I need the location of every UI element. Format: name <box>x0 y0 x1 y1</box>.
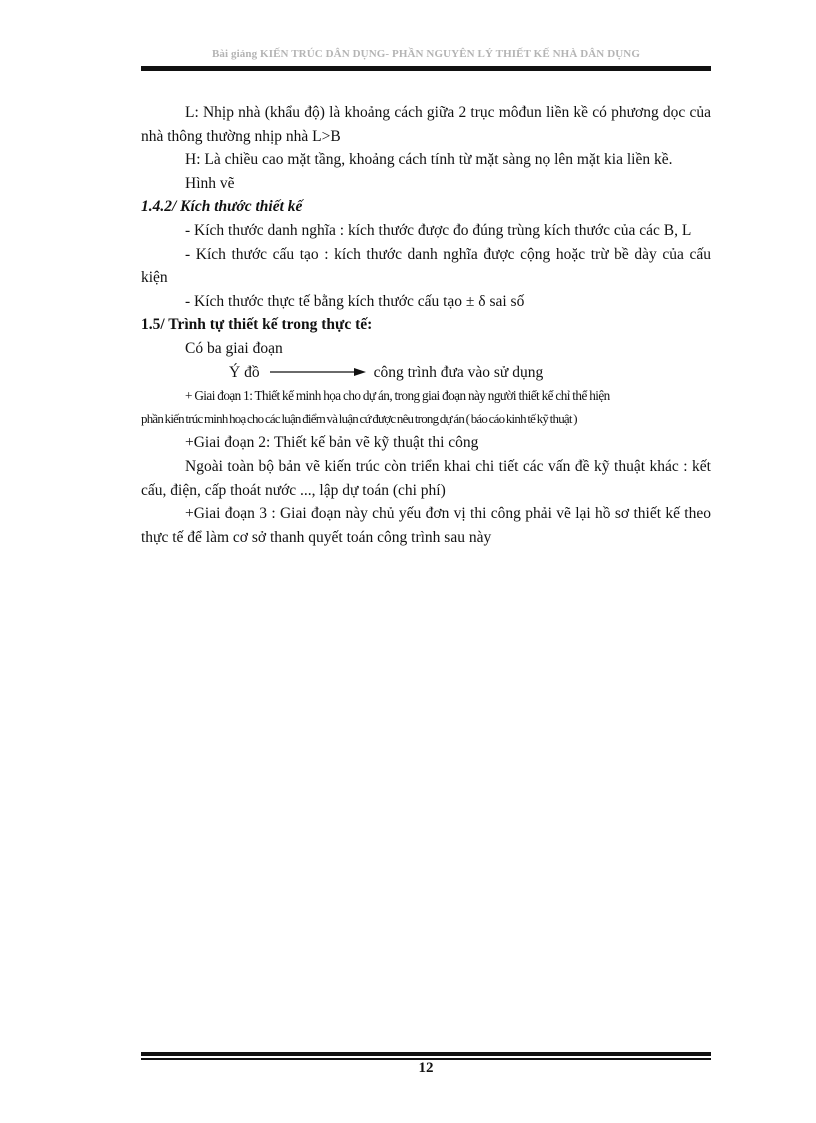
paragraph-ngoai-toan-bo: Ngoài toàn bộ bản vẽ kiến trúc còn triển khai chi tiết các vấn đề kỹ thuật khác : kết cấu, điện, cấp thoát nước ..., lập dự toán (chi phí) <box>141 457 711 499</box>
running-header: Bài giảng KIẾN TRÚC DÂN DỤNG- PHẦN NGUYÊN LÝ THIẾT KẾ NHÀ DÂN DỤNG <box>211 48 640 60</box>
paragraph-giai-doan-1-line1: + Giai đoạn 1: Thiết kế minh họa cho dự án, trong giai đoạn này người thiết kế chỉ thể hiện <box>185 388 610 404</box>
section-heading-1-4-2: 1.4.2/ Kích thước thiết kế <box>141 198 303 216</box>
paragraph-co-ba-giai-doan: Có ba giai đoạn <box>185 339 283 357</box>
flow-end-label: công trình đưa vào sử dụng <box>373 363 544 381</box>
flow-start-label: Ý đồ <box>229 363 260 381</box>
paragraph-giai-doan-1-line2: phần kiến trúc minh hoạ cho các luận điểm và luận cứ được nêu trong dự án ( báo cáo kinh tế kỹ thuật ) <box>141 411 577 426</box>
paragraph-kt-thuc-te: - Kích thước thực tế bằng kích thước cấu tạo ± δ sai số <box>185 292 525 310</box>
flow-diagram <box>141 361 711 385</box>
arrow-right-icon <box>270 366 366 378</box>
paragraph-chieu-cao: H: Là chiều cao mặt tầng, khoảng cách tính từ mặt sàng nọ lên mặt kia liền kề. <box>185 151 673 169</box>
paragraph-nhip-nha: L: Nhịp nhà (khẩu độ) là khoảng cách giữa 2 trục môđun liền kề có phương dọc của nhà thông thường nhịp nhà L>B <box>141 104 711 145</box>
paragraph-kt-danh-nghia: - Kích thước danh nghĩa : kích thước được đo đúng trùng kích thước của các B, L <box>185 221 692 239</box>
figure-placeholder-text: Hình vẽ <box>185 174 235 192</box>
paragraph-kt-cau-tao: - Kích thước cấu tạo : kích thước danh nghĩa được cộng hoặc trừ bề dày của cấu kiện <box>141 245 711 287</box>
page-content <box>141 101 711 549</box>
page-number: 12 <box>418 1060 434 1076</box>
footer-rule-thick <box>141 1052 711 1056</box>
paragraph-giai-doan-2: +Giai đoạn 2: Thiết kế bản vẽ kỹ thuật thi công <box>185 434 479 452</box>
paragraph-giai-doan-3: +Giai đoạn 3 : Giai đoạn này chủ yếu đơn vị thi công phải vẽ lại hồ sơ thiết kế theo thực tế để làm cơ sở thanh quyết toán công trình sau này <box>141 505 711 546</box>
section-heading-1-5: 1.5/ Trình tự thiết kế trong thực tế: <box>141 316 373 334</box>
header-rule <box>141 66 711 71</box>
